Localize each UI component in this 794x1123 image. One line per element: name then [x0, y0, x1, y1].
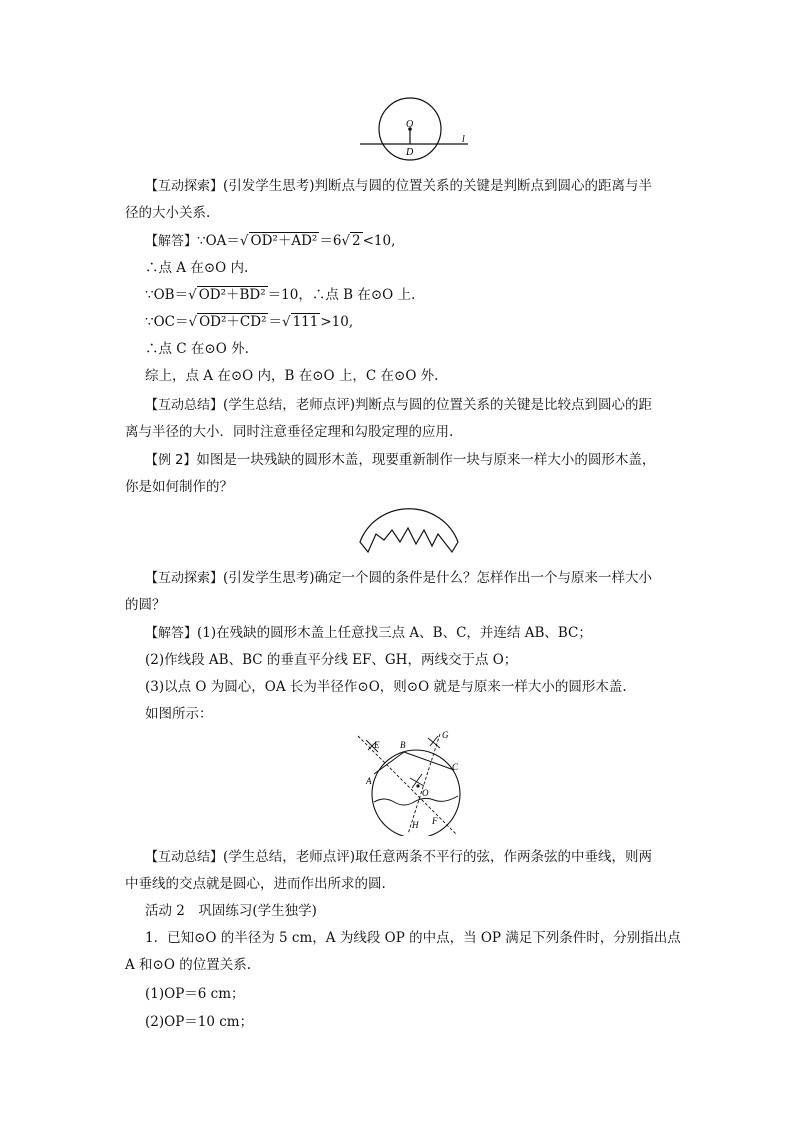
- label-o: O: [422, 788, 429, 798]
- center-o-point: [416, 784, 419, 787]
- label-e: E: [374, 740, 380, 750]
- chord-ab: [374, 752, 404, 774]
- label-c: C: [452, 762, 459, 772]
- summary-1-line2: 离与半径的大小．同时注意垂径定理和勾股定理的应用.: [125, 424, 454, 440]
- broken-lid-outline: [360, 509, 458, 552]
- label-f: F: [432, 816, 438, 826]
- label-b: B: [400, 740, 406, 750]
- solution-a-inside: ∴点 A 在⊙O 内.: [145, 260, 249, 276]
- solution-summary: 综上，点 A 在⊙O 内，B 在⊙O 上，C 在⊙O 外.: [145, 368, 439, 384]
- construction-figure: [352, 730, 468, 836]
- example-2-line2: 你是如何制作的？: [125, 479, 233, 495]
- label-o: O: [406, 119, 414, 130]
- question-1-line2: A 和⊙O 的位置关系.: [125, 957, 252, 973]
- question-1-line1: 1．已知⊙O 的半径为 5 cm，A 为线段 OP 的中点，当 OP 满足下列条件时，分别指出点: [145, 930, 681, 946]
- solution-oa: 【解答】∵OA＝√ OD²＋AD² ＝6√ 2 <10,: [145, 233, 396, 249]
- explore-2-line1: 【互动探索】(引发学生思考)确定一个圆的条件是什么？怎样作出一个与原来一样大小: [145, 570, 653, 586]
- circle-line-figure: [360, 96, 480, 162]
- explore-2-line2: 的圆？: [125, 597, 166, 613]
- label-h: H: [412, 820, 419, 830]
- label-g: G: [442, 730, 449, 740]
- label-a: A: [366, 776, 372, 786]
- summary-2-line2: 中垂线的交点就是圆心，进而作出所求的圆.: [125, 876, 386, 892]
- label-l: l: [462, 134, 465, 145]
- solution-2-step1: 【解答】(1)在残缺的圆形木盖上任意找三点 A、B、C，并连结 AB、BC；: [145, 625, 592, 641]
- arc-marks-g: [428, 736, 440, 748]
- question-1-part1: (1)OP＝6 cm；: [145, 986, 245, 1002]
- solution-c-outside: ∴点 C 在⊙O 外.: [145, 341, 249, 357]
- solution-ob: ∵OB＝√ OD²＋BD² ＝10，∴点 B 在⊙O 上.: [145, 287, 416, 303]
- label-d: D: [406, 147, 414, 158]
- solution-2-step2: (2)作线段 AB、BC 的垂直平分线 EF、GH，两线交于点 O；: [145, 652, 518, 668]
- summary-2-line1: 【互动总结】(学生总结，老师点评)取任意两条不平行的弦，作两条弦的中垂线，则两: [145, 849, 653, 865]
- solution-oc: ∵OC＝√ OD²＋CD² ＝√ 111 >10,: [145, 314, 354, 330]
- broken-edge: [374, 796, 458, 805]
- question-1-part2: (2)OP＝10 cm；: [145, 1014, 254, 1030]
- summary-1-line1: 【互动总结】(学生总结，老师点评)判断点与圆的位置关系的关键是比较点到圆心的距: [145, 397, 653, 413]
- explore-1-line2: 径的大小关系.: [125, 205, 211, 221]
- solution-2-step3: (3)以点 O 为圆心，OA 长为半径作⊙O，则⊙O 就是与原来一样大小的圆形木盖.: [145, 679, 627, 695]
- explore-1-line1: 【互动探索】(引发学生思考)判断点与圆的位置关系的关键是判断点到圆心的距离与半: [145, 178, 653, 194]
- example-2-line1: 【例 2】如图是一块残缺的圆形木盖，现要重新制作一块与原来一样大小的圆形木盖，: [145, 452, 656, 468]
- broken-lid-figure: [356, 500, 466, 558]
- activity-2-heading: 活动 2 巩固练习(学生独学): [145, 903, 317, 919]
- solution-2-step4: 如图所示：: [145, 706, 213, 722]
